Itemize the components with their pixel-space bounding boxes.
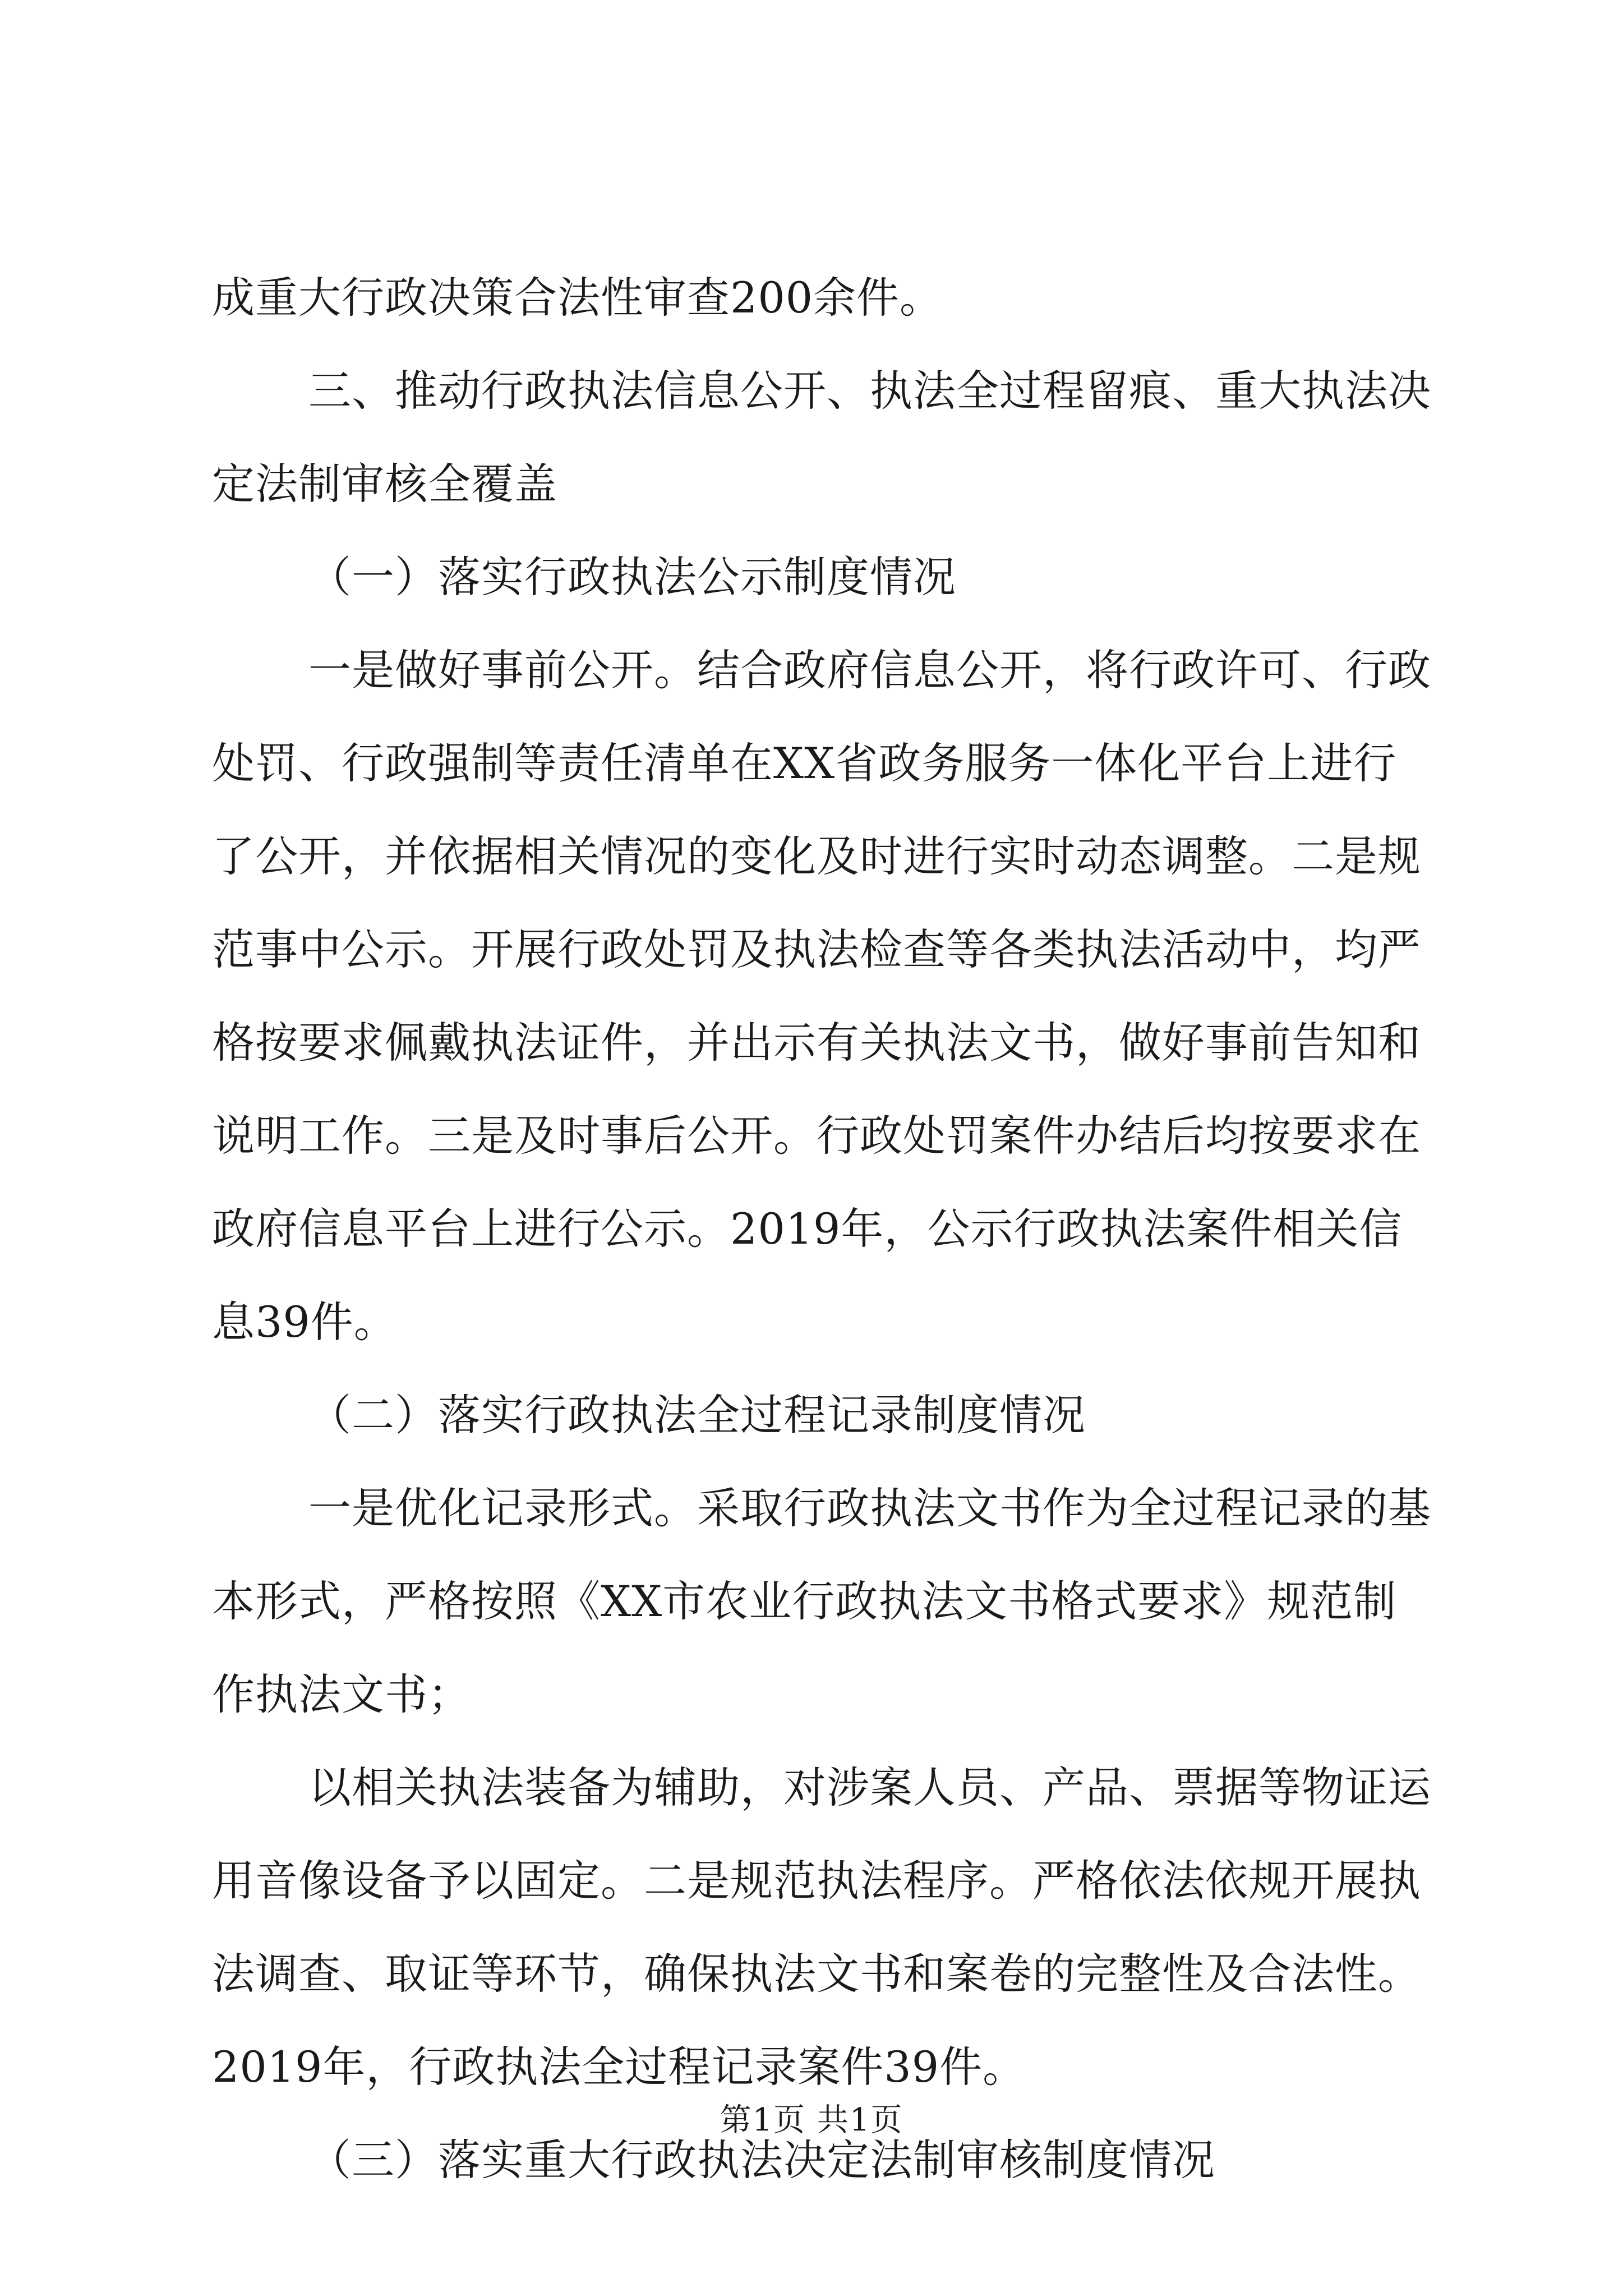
paragraph-line: 息39件。	[212, 1297, 397, 1347]
document-body	[212, 251, 1431, 2207]
page-footer: 第1页 共1页	[720, 2102, 903, 2138]
paragraph-line: 说明工作。三是及时事后公开。行政处罚案件办结后均按要求在	[212, 1111, 1421, 1161]
paragraph-line: 作执法文书；	[212, 1669, 471, 1719]
paragraph-line: 格按要求佩戴执法证件，并出示有关执法文书，做好事前告知和	[212, 1018, 1421, 1068]
paragraph-line: 用音像设备予以固定。二是规范执法程序。严格依法依规开展执	[212, 1856, 1421, 1906]
subsection-heading-1: （一）落实行政执法公示制度情况	[308, 552, 956, 602]
paragraph-line: 了公开，并依据相关情况的变化及时进行实时动态调整。二是规	[212, 831, 1421, 881]
paragraph-line: 一是做好事前公开。结合政府信息公开，将行政许可、行政	[308, 645, 1431, 695]
paragraph-line: 2019年，行政执法全过程记录案件39件。	[212, 2042, 1026, 2092]
subsection-heading-2: （二）落实行政执法全过程记录制度情况	[308, 1390, 1086, 1440]
paragraph-line: 成重大行政决策合法性审查200余件。	[212, 273, 943, 323]
paragraph-line: 一是优化记录形式。采取行政执法文书作为全过程记录的基	[308, 1483, 1431, 1533]
paragraph-line: 本形式，严格按照《XX市农业行政执法文书格式要求》规范制	[212, 1576, 1397, 1626]
section-heading: 三、推动行政执法信息公开、执法全过程留痕、重大执法决	[308, 366, 1431, 416]
section-heading-continued: 定法制审核全覆盖	[212, 459, 557, 509]
paragraph-line: 处罚、行政强制等责任清单在XX省政务服务一体化平台上进行	[212, 738, 1397, 788]
paragraph-line: 范事中公示。开展行政处罚及执法检查等各类执法活动中，均严	[212, 924, 1421, 974]
subsection-heading-3: （三）落实重大行政执法决定法制审核制度情况	[308, 2135, 1215, 2185]
paragraph-line: 以相关执法装备为辅助，对涉案人员、产品、票据等物证运	[308, 1763, 1431, 1812]
paragraph-line: 法调查、取证等环节，确保执法文书和案卷的完整性及合法性。	[212, 1949, 1421, 1999]
paragraph-line: 政府信息平台上进行公示。2019年，公示行政执法案件相关信	[212, 1204, 1403, 1254]
